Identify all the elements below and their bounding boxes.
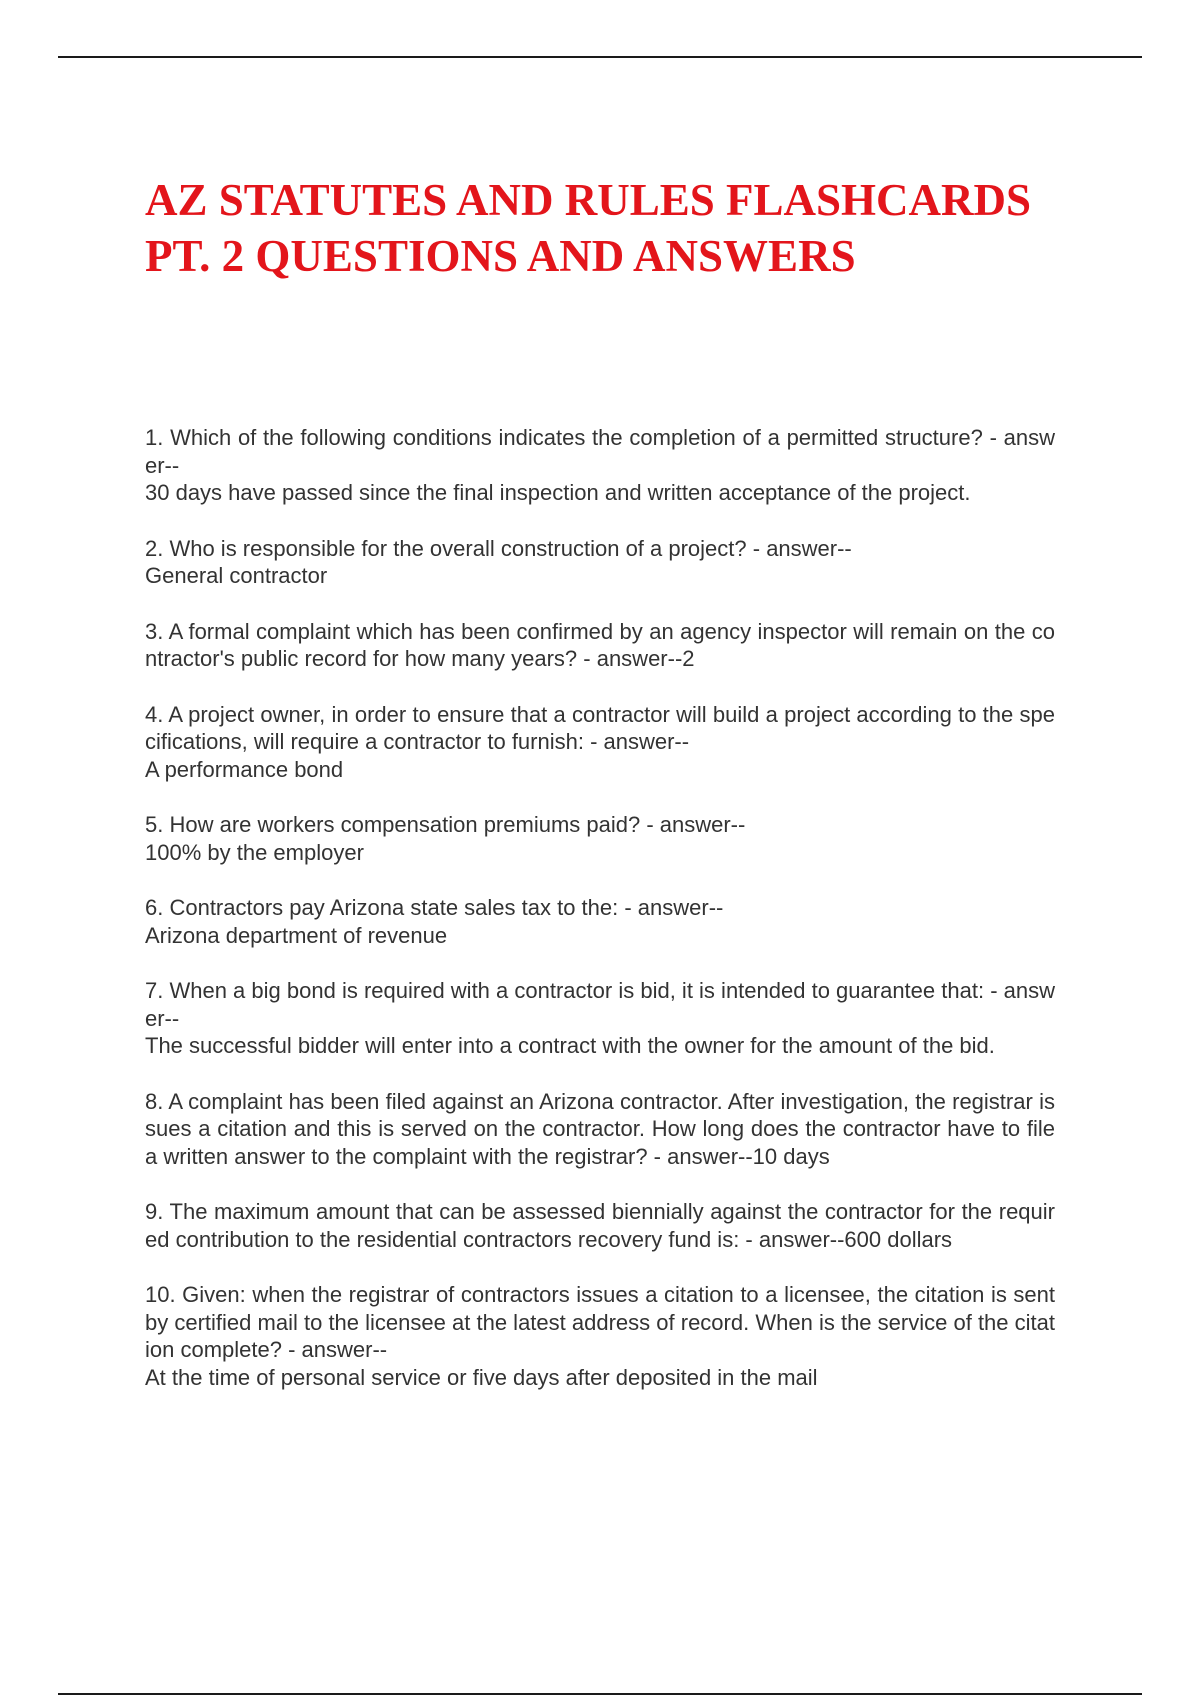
qa-item	[145, 1198, 1055, 1253]
qa-item	[145, 894, 1055, 949]
question-text: 1. Which of the following conditions indicates the completion of a permitted structure? - answer--	[145, 425, 1055, 478]
qa-item	[145, 1088, 1055, 1171]
answer-text: 30 days have passed since the final inspection and written acceptance of the project.	[145, 480, 971, 505]
answer-text: At the time of personal service or five days after deposited in the mail	[145, 1364, 818, 1390]
question-text: 3. A formal complaint which has been confirmed by an agency inspector will remain on the contractor's public record for how many years? - answer--2	[145, 618, 1055, 671]
question-text: 9. The maximum amount that can be assessed biennially against the contractor for the required contribution to the residential contractors recovery fund is: - answer--600 dollars	[145, 1199, 1055, 1252]
qa-list	[145, 424, 1055, 1419]
answer-text: 100% by the employer	[145, 839, 364, 865]
qa-item	[145, 701, 1055, 784]
answer-text: General contractor	[145, 563, 328, 588]
question-text: 2. Who is responsible for the overall construction of a project? - answer--	[145, 535, 852, 561]
qa-item	[145, 977, 1055, 1060]
footer-rule	[58, 1693, 1142, 1695]
question-text: 10. Given: when the registrar of contractors issues a citation to a licensee, the citation is sent by certified mail to the licensee at the latest address of record. When is the service of the citation complete? - answer--	[145, 1282, 1055, 1362]
qa-item	[145, 424, 1055, 507]
question-text: 5. How are workers compensation premiums paid? - answer--	[145, 812, 746, 837]
question-text: 6. Contractors pay Arizona state sales tax to the: - answer--	[145, 895, 724, 920]
qa-item	[145, 811, 1055, 866]
qa-item	[145, 618, 1055, 673]
answer-text: The successful bidder will enter into a contract with the owner for the amount of the bid.	[145, 1033, 995, 1058]
question-text: 7. When a big bond is required with a contractor is bid, it is intended to guarantee that: - answer--	[145, 978, 1055, 1031]
answer-text: Arizona department of revenue	[145, 922, 448, 948]
qa-item	[145, 535, 1055, 590]
document-title: AZ STATUTES AND RULES FLASHCARDS PT. 2 QUESTIONS AND ANSWERS	[145, 175, 1032, 281]
answer-text: A performance bond	[145, 756, 344, 782]
qa-item	[145, 1281, 1055, 1391]
header-rule	[58, 56, 1142, 58]
question-text: 4. A project owner, in order to ensure that a contractor will build a project according to the specifications, will require a contractor to furnish: - answer--	[145, 701, 1055, 754]
question-text: 8. A complaint has been filed against an Arizona contractor. After investigation, the registrar issues a citation and this is served on the contractor. How long does the contractor have to file a written answer to the complaint with the registrar? - answer--10 days	[145, 1088, 1055, 1169]
